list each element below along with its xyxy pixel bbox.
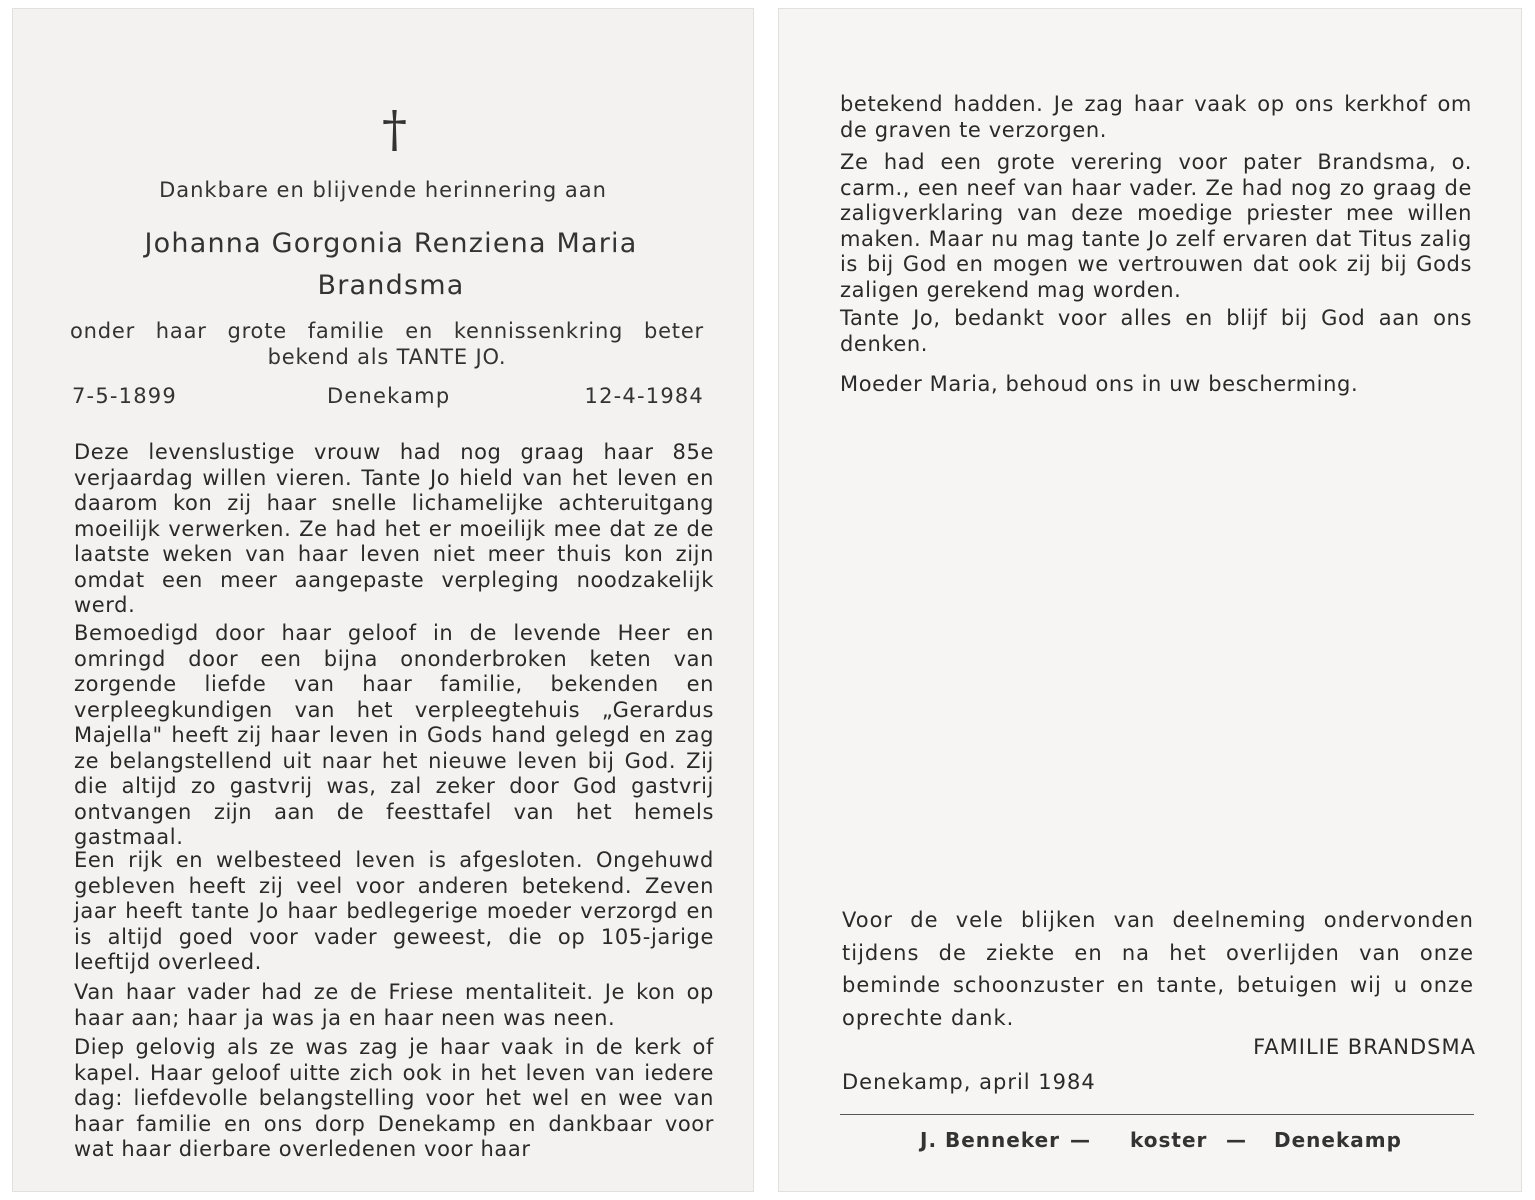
deceased-name-line2: Brandsma [317,270,465,301]
divider-line [840,1114,1474,1115]
printer-place: Denekamp [1274,1128,1402,1152]
cross-icon: † [382,100,407,158]
paragraph-2: Bemoedigd door haar geloof in de levende Heer en omringd door een bijna ononderbroken keten van zorgende liefde van haar familie, bekenden en verpleegkundigen van het verpleegtehuis „Gerardus Majella" heeft zij haar leven in Gods hand gelegd en zag ze belangstellend uit naar het nieuwe leven bij God. Zij die altijd zo gastvrij was, zal zeker door God gastvrij ontvangen zijn aan de feesttafel van het hemels gastmaal. [74,621,714,849]
deceased-name-line1: Johanna Gorgonia Renziena Maria [144,228,638,259]
thanks-paragraph: Voor de vele blijken van deelneming ondervonden tijdens de ziekte en na het overlijden van onze beminde schoonzuster en tante, betuigen wij u onze oprechte dank. [842,908,1474,1030]
birth-date: 7-5-1899 [72,384,177,408]
place-of-death: Denekamp [327,384,451,408]
printer-name: J. Benneker [920,1128,1061,1152]
remembrance-heading: Dankbare en blijvende herinnering aan [159,178,607,202]
printer-dash-1: — [1070,1128,1091,1152]
place-date: Denekamp, april 1984 [842,1070,1096,1094]
paragraph-9: Moeder Maria, behoud ons in uw bescherming. [840,372,1359,396]
printer-dash-2: — [1226,1128,1247,1152]
dates-row [72,384,704,412]
known-as-line: onder haar grote familie en kennissenkring beter bekend als TANTE JO. [70,319,704,369]
paragraph-5: Diep gelovig als ze was zag je haar vaak in de kerk of kapel. Haar geloof uitte zich ook in het leven van iedere dag: liefdevolle belangstelling voor het wel en wee van haar familie en ons dorp Denekamp en dankbaar voor wat haar dierbare overledenen voor haar [74,1035,714,1161]
death-date: 12-4-1984 [584,384,704,408]
paragraph-8: Tante Jo, bedankt voor alles en blijf bij God aan ons denken. [840,306,1472,356]
left-page [12,8,754,1192]
paragraph-1: Deze levenslustige vrouw had nog graag haar 85e verjaardag willen vieren. Tante Jo hield van het leven en daarom kon zij haar snelle lichamelijke achteruitgang moeilijk verwerken. Ze had het er moeilijk mee dat ze de laatste weken van haar leven niet meer thuis kon zijn omdat een meer aangepaste verpleging noodzakelijk werd. [74,440,714,617]
paragraph-6: betekend hadden. Je zag haar vaak op ons kerkhof om de graven te verzorgen. [840,92,1472,142]
paragraph-7: Ze had een grote verering voor pater Brandsma, o. carm., een neef van haar vader. Ze had nog zo graag de zaligverklaring van deze moedige priester mee willen maken. Maar nu mag tante Jo zelf ervaren dat Titus zalig is bij God en mogen we vertrouwen dat ook zij bij Gods zaligen gerekend mag worden. [840,150,1472,302]
paragraph-4: Van haar vader had ze de Friese mentaliteit. Je kon op haar aan; haar ja was ja en haar neen was neen. [74,980,714,1030]
paragraph-3: Een rijk en welbesteed leven is afgesloten. Ongehuwd gebleven heeft zij veel voor anderen betekend. Zeven jaar heeft tante Jo haar bedlegerige moeder verzorgd en is altijd goed voor vader geweest, die op 105-jarige leeftijd overleed. [74,848,714,974]
family-signature: FAMILIE BRANDSMA [1253,1035,1476,1059]
right-page [778,8,1522,1192]
printer-role: koster [1130,1128,1208,1152]
